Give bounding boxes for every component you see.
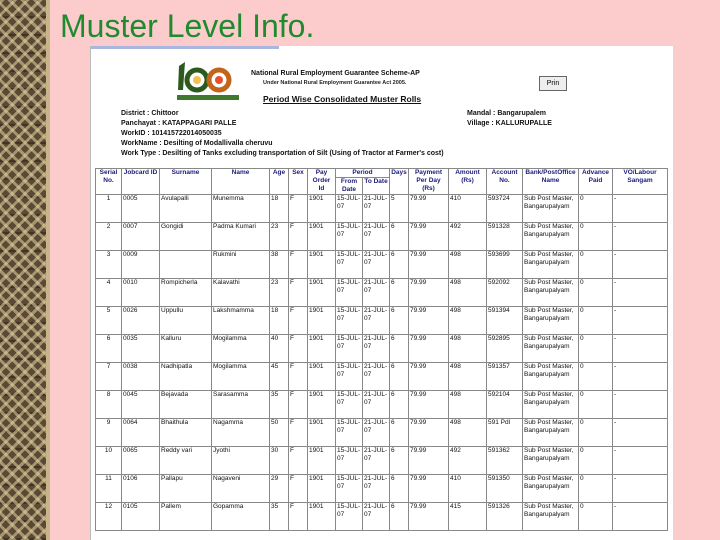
cell-name: Rukmini [212,251,270,279]
cell-job: 0026 [122,307,160,335]
cell-from: 15-JUL-07 [336,307,363,335]
cell-amt: 492 [449,447,487,475]
cell-surname: Nadhipatla [160,363,212,391]
cell-surname: Uppullu [160,307,212,335]
cell-adv: 0 [579,475,613,503]
cell-days: 6 [390,223,409,251]
cell-pay: 1901 [308,251,336,279]
cell-age: 29 [270,475,289,503]
cell-amt: 498 [449,391,487,419]
cell-pay: 1901 [308,335,336,363]
cell-sr: 4 [96,279,122,307]
print-button[interactable]: Prin [539,76,567,91]
cell-sex: F [289,363,308,391]
border-edge [46,0,50,540]
col-to: To Date [363,178,390,195]
cell-vo: - [613,363,668,391]
cell-ppd: 79.99 [409,419,449,447]
panchayat-label: Panchayat : KATAPPAGARI PALLE [121,120,237,127]
cell-age: 23 [270,279,289,307]
col-from: From Date [336,178,363,195]
cell-amt: 492 [449,223,487,251]
cell-pay: 1901 [308,419,336,447]
col-sex: Sex [289,169,308,195]
cell-to: 21-JUL-07 [363,363,390,391]
cell-vo: - [613,251,668,279]
cell-vo: - [613,279,668,307]
cell-sex: F [289,223,308,251]
cell-to: 21-JUL-07 [363,335,390,363]
cell-to: 21-JUL-07 [363,447,390,475]
cell-from: 15-JUL-07 [336,279,363,307]
cell-pay: 1901 [308,279,336,307]
cell-sr: 11 [96,475,122,503]
cell-pay: 1901 [308,363,336,391]
table-row [96,503,668,531]
col-period: Period [336,169,390,178]
cell-days: 6 [390,391,409,419]
cell-acc: 592104 [487,391,523,419]
cell-to: 21-JUL-07 [363,503,390,531]
col-name: Name [212,169,270,195]
cell-job: 0105 [122,503,160,531]
cell-sr: 12 [96,503,122,531]
cell-acc: 592895 [487,335,523,363]
cell-age: 40 [270,335,289,363]
cell-sr: 9 [96,419,122,447]
cell-ppd: 79.99 [409,223,449,251]
cell-sex: F [289,279,308,307]
village-label: Village : KALLURUPALLE [467,120,552,127]
cell-surname: Bhaithula [160,419,212,447]
cell-ppd: 79.99 [409,391,449,419]
cell-sex: F [289,475,308,503]
cell-from: 15-JUL-07 [336,195,363,223]
cell-amt: 498 [449,363,487,391]
cell-adv: 0 [579,223,613,251]
cell-acc: 591 Pdl [487,419,523,447]
table-row [96,279,668,307]
cell-from: 15-JUL-07 [336,223,363,251]
cell-amt: 410 [449,475,487,503]
cell-surname: Pallapu [160,475,212,503]
cell-bank: Sub Post Master, Bangarupalyam [523,363,579,391]
cell-adv: 0 [579,195,613,223]
cell-days: 6 [390,503,409,531]
cell-surname: Pallem [160,503,212,531]
cell-pay: 1901 [308,503,336,531]
cell-age: 30 [270,447,289,475]
cell-bank: Sub Post Master, Bangarupalyam [523,251,579,279]
cell-name: Sarasamma [212,391,270,419]
cell-amt: 498 [449,335,487,363]
cell-amt: 498 [449,419,487,447]
cell-to: 21-JUL-07 [363,419,390,447]
cell-adv: 0 [579,447,613,475]
cell-sex: F [289,447,308,475]
cell-job: 0035 [122,335,160,363]
cell-vo: - [613,391,668,419]
report-screenshot [90,46,673,540]
cell-surname: Avulapalli [160,195,212,223]
cell-bank: Sub Post Master, Bangarupalyam [523,307,579,335]
cell-acc: 593699 [487,251,523,279]
cell-bank: Sub Post Master, Bangarupalyam [523,503,579,531]
cell-ppd: 79.99 [409,335,449,363]
scheme-subtitle: Under National Rural Employment Guarantee Act 2005. [263,80,407,86]
cell-to: 21-JUL-07 [363,391,390,419]
cell-ppd: 79.99 [409,251,449,279]
cell-age: 23 [270,223,289,251]
cell-age: 50 [270,419,289,447]
cell-amt: 498 [449,307,487,335]
cell-job: 0009 [122,251,160,279]
table-row [96,475,668,503]
table-row [96,223,668,251]
cell-sr: 1 [96,195,122,223]
cell-job: 0064 [122,419,160,447]
cell-name: Mogilamma [212,363,270,391]
cell-sex: F [289,195,308,223]
cell-amt: 498 [449,251,487,279]
cell-bank: Sub Post Master, Bangarupalyam [523,279,579,307]
cell-adv: 0 [579,503,613,531]
cell-job: 0106 [122,475,160,503]
cell-sex: F [289,419,308,447]
table-row [96,251,668,279]
cell-job: 0007 [122,223,160,251]
cell-name: Jyothi [212,447,270,475]
cell-from: 15-JUL-07 [336,363,363,391]
cell-ppd: 79.99 [409,447,449,475]
cell-ppd: 79.99 [409,279,449,307]
browser-toolbar-strip [91,46,279,49]
scheme-title: National Rural Employment Guarantee Scheme-AP [251,70,420,77]
cell-name: Nagaveni [212,475,270,503]
nrega-logo-icon [175,60,241,104]
col-age: Age [270,169,289,195]
cell-bank: Sub Post Master, Bangarupalyam [523,195,579,223]
cell-acc: 591350 [487,475,523,503]
cell-pay: 1901 [308,223,336,251]
cell-from: 15-JUL-07 [336,475,363,503]
cell-days: 6 [390,475,409,503]
cell-acc: 593724 [487,195,523,223]
cell-from: 15-JUL-07 [336,503,363,531]
cell-name: Kalavathi [212,279,270,307]
report-title: Period Wise Consolidated Muster Rolls [263,94,422,104]
cell-acc: 591394 [487,307,523,335]
table-row [96,391,668,419]
cell-adv: 0 [579,307,613,335]
col-surname: Surname [160,169,212,195]
cell-acc: 591362 [487,447,523,475]
cell-age: 35 [270,391,289,419]
cell-age: 45 [270,363,289,391]
cell-vo: - [613,195,668,223]
cell-surname: Reddy vari [160,447,212,475]
cell-name: Nagamma [212,419,270,447]
cell-from: 15-JUL-07 [336,447,363,475]
cell-amt: 498 [449,279,487,307]
col-vo: VO/Labour Sangam [613,169,668,195]
cell-vo: - [613,503,668,531]
cell-vo: - [613,307,668,335]
table-row [96,195,668,223]
cell-pay: 1901 [308,475,336,503]
cell-job: 0045 [122,391,160,419]
cell-age: 35 [270,503,289,531]
cell-adv: 0 [579,391,613,419]
cell-adv: 0 [579,251,613,279]
cell-pay: 1901 [308,447,336,475]
cell-amt: 415 [449,503,487,531]
workid-label: WorkID : 101415722014050035 [121,130,222,137]
cell-surname [160,251,212,279]
cell-ppd: 79.99 [409,195,449,223]
cell-from: 15-JUL-07 [336,391,363,419]
cell-amt: 410 [449,195,487,223]
cell-sex: F [289,307,308,335]
table-row [96,307,668,335]
cell-from: 15-JUL-07 [336,251,363,279]
cell-ppd: 79.99 [409,307,449,335]
cell-to: 21-JUL-07 [363,475,390,503]
cell-bank: Sub Post Master, Bangarupalyam [523,223,579,251]
cell-bank: Sub Post Master, Bangarupalyam [523,335,579,363]
cell-pay: 1901 [308,307,336,335]
cell-surname: Rompicherla [160,279,212,307]
col-account: Account No. [487,169,523,195]
col-bank: Bank/PostOffice Name [523,169,579,195]
cell-vo: - [613,419,668,447]
cell-ppd: 79.99 [409,363,449,391]
cell-bank: Sub Post Master, Bangarupalyam [523,447,579,475]
cell-to: 21-JUL-07 [363,223,390,251]
cell-acc: 591328 [487,223,523,251]
col-payorder: Pay Order Id [308,169,336,195]
cell-adv: 0 [579,363,613,391]
table-row [96,419,668,447]
col-serial: Serial No. [96,169,122,195]
cell-to: 21-JUL-07 [363,279,390,307]
cell-sr: 2 [96,223,122,251]
cell-vo: - [613,447,668,475]
cell-surname: Kalluru [160,335,212,363]
cell-adv: 0 [579,279,613,307]
cell-job: 0065 [122,447,160,475]
cell-bank: Sub Post Master, Bangarupalyam [523,475,579,503]
cell-adv: 0 [579,335,613,363]
cell-surname: Bejavada [160,391,212,419]
decorative-border [0,0,50,540]
cell-age: 18 [270,195,289,223]
col-jobcard: Jobcard ID [122,169,160,195]
table-row [96,335,668,363]
cell-name: Munemma [212,195,270,223]
cell-days: 6 [390,307,409,335]
col-payment: Payment Per Day (Rs) [409,169,449,195]
cell-sex: F [289,391,308,419]
cell-sr: 3 [96,251,122,279]
cell-name: Padma Kumari [212,223,270,251]
cell-pay: 1901 [308,391,336,419]
worktype-label: Work Type : Desilting of Tanks excluding transportation of Silt (Using of Tractor at Farmer's cost) [121,150,444,157]
cell-adv: 0 [579,419,613,447]
cell-sr: 6 [96,335,122,363]
cell-sex: F [289,251,308,279]
cell-days: 6 [390,419,409,447]
muster-table [95,168,668,531]
cell-pay: 1901 [308,195,336,223]
workname-label: WorkName : Desilting of Modallivalla cheruvu [121,140,273,147]
cell-sr: 7 [96,363,122,391]
cell-ppd: 79.99 [409,475,449,503]
mandal-label: Mandal : Bangarupalem [467,110,546,117]
cell-from: 15-JUL-07 [336,419,363,447]
cell-vo: - [613,475,668,503]
cell-job: 0005 [122,195,160,223]
cell-sr: 10 [96,447,122,475]
cell-acc: 592092 [487,279,523,307]
cell-sr: 5 [96,307,122,335]
cell-surname: Gongidi [160,223,212,251]
cell-job: 0010 [122,279,160,307]
cell-bank: Sub Post Master, Bangarupalyam [523,419,579,447]
cell-acc: 591326 [487,503,523,531]
cell-vo: - [613,335,668,363]
cell-vo: - [613,223,668,251]
cell-name: Gopamma [212,503,270,531]
col-amount: Amount (Rs) [449,169,487,195]
cell-sex: F [289,503,308,531]
cell-bank: Sub Post Master, Bangarupalyam [523,391,579,419]
cell-name: Lakshmamma [212,307,270,335]
cell-name: Mogilamma [212,335,270,363]
cell-to: 21-JUL-07 [363,251,390,279]
cell-from: 15-JUL-07 [336,335,363,363]
table-row [96,363,668,391]
cell-days: 5 [390,195,409,223]
cell-age: 18 [270,307,289,335]
cell-days: 6 [390,279,409,307]
district-label: District : Chittoor [121,110,179,117]
cell-acc: 591357 [487,363,523,391]
cell-job: 0038 [122,363,160,391]
col-days: Days [390,169,409,195]
cell-sex: F [289,335,308,363]
cell-ppd: 79.99 [409,503,449,531]
cell-age: 38 [270,251,289,279]
cell-days: 6 [390,363,409,391]
cell-to: 21-JUL-07 [363,195,390,223]
cell-days: 6 [390,335,409,363]
cell-days: 6 [390,447,409,475]
table-row [96,447,668,475]
cell-days: 6 [390,251,409,279]
col-advance: Advance Paid [579,169,613,195]
slide-title: Muster Level Info. [60,8,315,44]
cell-to: 21-JUL-07 [363,307,390,335]
cell-sr: 8 [96,391,122,419]
